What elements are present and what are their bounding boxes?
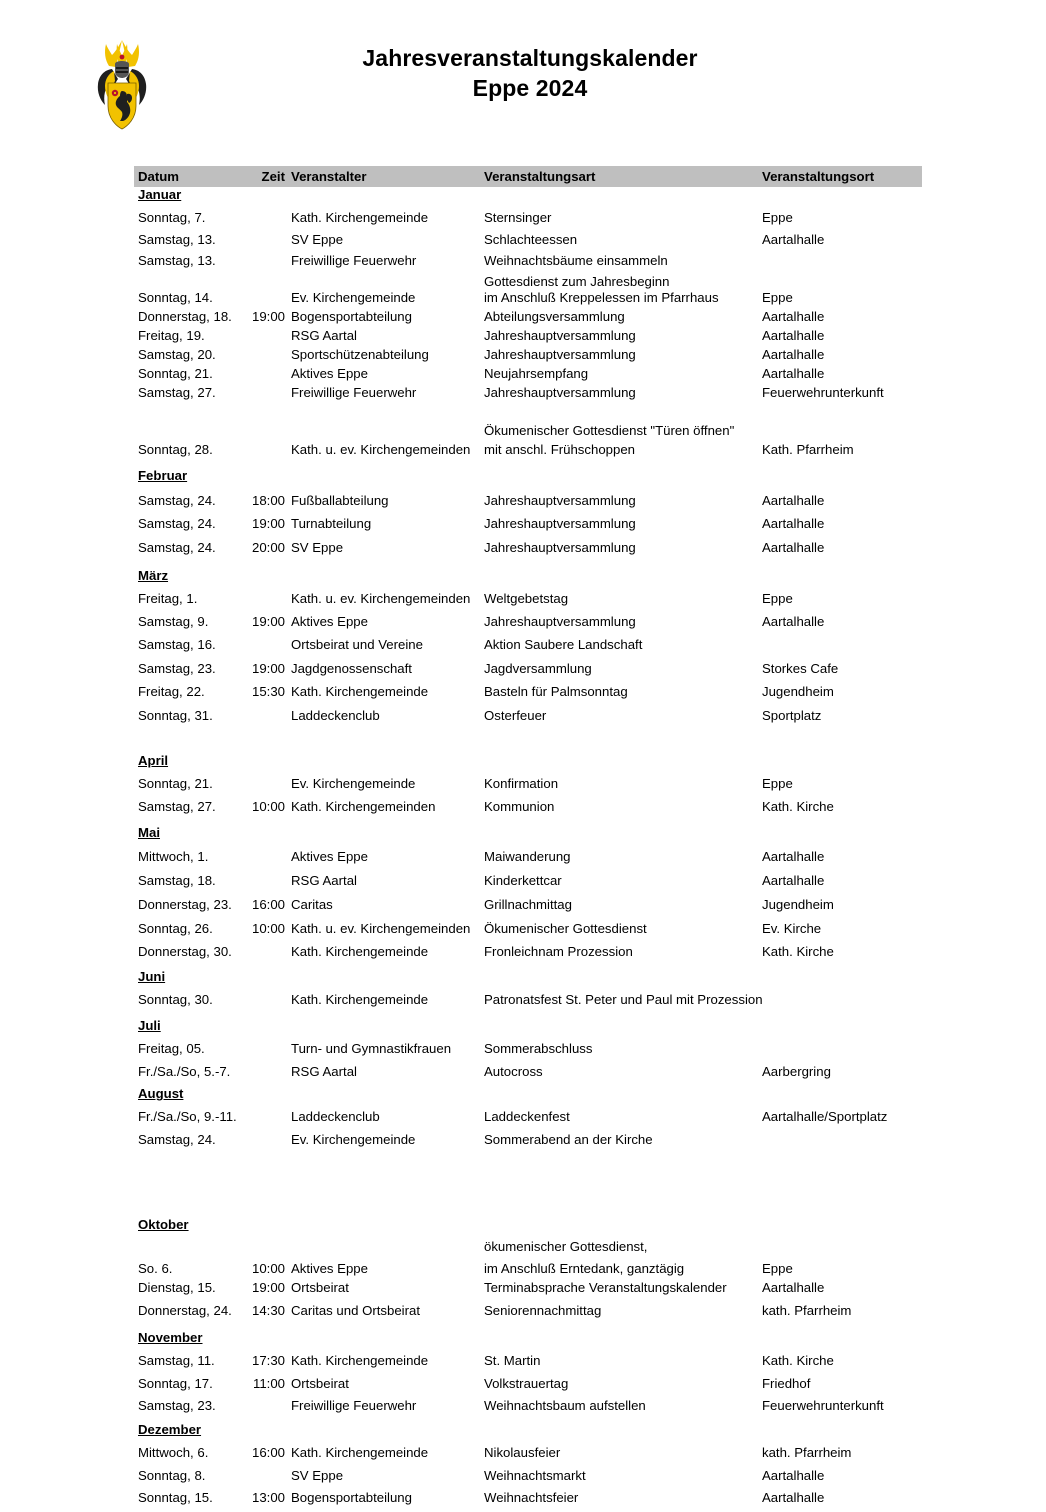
cell-veranstalter: Kath. u. ev. Kirchengemeinden [291, 921, 471, 936]
cell-veranstaltungsort: Aartalhalle [762, 614, 825, 629]
cell-veranstalter: Laddeckenclub [291, 1109, 380, 1124]
cell-veranstaltungsort: Aartalhalle/Sportplatz [762, 1109, 888, 1124]
cell-veranstaltungsart: Fronleichnam Prozession [484, 944, 633, 959]
table-row [134, 1303, 922, 1326]
table-row [134, 210, 922, 232]
cell-veranstaltungsart: Abteilungsversammlung [484, 309, 625, 324]
table-row [134, 921, 922, 944]
cell-veranstaltungsart: Ökumenischer Gottesdienst [484, 921, 647, 936]
cell-veranstaltungsort: Aartalhalle [762, 540, 825, 555]
cell-veranstalter: Caritas und Ortsbeirat [291, 1303, 420, 1318]
cell-zeit: 11:00 [252, 1376, 285, 1391]
table-row [134, 1109, 922, 1132]
month-heading-label: August [138, 1086, 184, 1101]
table-row [134, 442, 922, 462]
cell-veranstalter: Turnabteilung [291, 516, 372, 531]
table-row [134, 684, 922, 708]
cell-datum: Dienstag, 15. [138, 1280, 216, 1295]
cell-veranstaltungsart: Maiwanderung [484, 849, 571, 864]
cell-datum: Sonntag, 8. [138, 1468, 206, 1483]
cell-veranstalter: Kath. Kirchengemeinden [291, 799, 436, 814]
cell-datum: Samstag, 18. [138, 873, 216, 888]
cell-veranstalter: RSG Aartal [291, 873, 357, 888]
cell-veranstaltungsart: Weihnachtsfeier [484, 1490, 579, 1505]
cell-veranstaltungsart: Autocross [484, 1064, 543, 1079]
cell-zeit: 19:00 [251, 1280, 285, 1295]
cell-datum: Sonntag, 21. [138, 776, 213, 791]
cell-datum: Samstag, 24. [138, 540, 216, 555]
column-header-zeit: Zeit [261, 169, 285, 184]
month-heading-label: Oktober [138, 1217, 189, 1232]
cell-veranstalter: Ortsbeirat und Vereine [291, 637, 423, 652]
cell-zeit: 10:00 [251, 799, 285, 814]
cell-veranstaltungsort: Jugendheim [762, 684, 834, 699]
cell-datum: Donnerstag, 30. [138, 944, 232, 959]
title-line-1: Jahresveranstaltungskalender [362, 45, 698, 71]
cell-datum: Fr./Sa./So, 9.-11. [138, 1109, 237, 1124]
table-row [134, 661, 922, 684]
cell-veranstaltungsort: Feuerwehrunterkunft [762, 385, 884, 400]
table-row [134, 591, 922, 614]
cell-datum: Mittwoch, 6. [138, 1445, 209, 1460]
cell-veranstaltungsart: Jahreshauptversammlung [484, 493, 636, 508]
month-heading-label: November [138, 1330, 203, 1345]
month-heading-label: Dezember [138, 1422, 202, 1437]
cell-zeit: 13:00 [251, 1490, 285, 1505]
table-row [134, 1261, 922, 1280]
table-row [134, 849, 922, 873]
cell-veranstaltungsort: Aartalhalle [762, 1468, 825, 1483]
cell-veranstaltungsort: Kath. Pfarrheim [762, 442, 854, 457]
table-row [134, 1132, 922, 1152]
cell-veranstalter: Freiwillige Feuerwehr [291, 253, 417, 268]
cell-veranstaltungsart: Jahreshauptversammlung [484, 540, 636, 555]
table-row [134, 1280, 922, 1303]
cell-veranstaltungsart: Ökumenischer Gottesdienst "Türen öffnen" [484, 423, 735, 438]
cell-veranstaltungsort: kath. Pfarrheim [762, 1303, 852, 1318]
cell-datum: Sonntag, 17. [138, 1376, 213, 1391]
cell-datum: Donnerstag, 23. [138, 897, 232, 912]
cell-datum: Samstag, 13. [138, 232, 216, 247]
cell-veranstaltungsort: Aartalhalle [762, 516, 825, 531]
month-heading-mai [134, 825, 922, 849]
cell-veranstaltungsort: Aartalhalle [762, 1490, 825, 1505]
month-heading-dezember [134, 1422, 922, 1445]
cell-veranstaltungsort: Eppe [762, 776, 793, 791]
cell-zeit: 18:00 [251, 493, 285, 508]
cell-veranstaltungsort: Eppe [762, 1261, 793, 1276]
cell-veranstalter: Laddeckenclub [291, 708, 380, 723]
coat-of-arms-icon [86, 36, 158, 134]
cell-datum: Mittwoch, 1. [138, 849, 209, 864]
cell-veranstaltungsart: im Anschluß Kreppelessen im Pfarrhaus [484, 290, 719, 305]
cell-datum: Sonntag, 30. [138, 992, 213, 1007]
cell-veranstalter: Ev. Kirchengemeinde [291, 776, 416, 791]
cell-zeit: 19:00 [251, 661, 285, 676]
cell-veranstaltungsort: Sportplatz [762, 708, 822, 723]
cell-datum: Samstag, 9. [138, 614, 209, 629]
cell-veranstalter: Aktives Eppe [291, 614, 368, 629]
month-heading-label: Mai [138, 825, 160, 840]
cell-veranstaltungsart: Schlachteessen [484, 232, 578, 247]
cell-veranstaltungsart: Kinderkettcar [484, 873, 562, 888]
month-heading-label: März [138, 568, 169, 583]
cell-veranstalter: Bogensportabteilung [291, 1490, 412, 1505]
cell-veranstaltungsart: Nikolausfeier [484, 1445, 561, 1460]
cell-veranstaltungsart: Aktion Saubere Landschaft [484, 637, 643, 652]
cell-veranstalter: Freiwillige Feuerwehr [291, 1398, 417, 1413]
cell-veranstalter: Kath. Kirchengemeinde [291, 944, 429, 959]
cell-veranstaltungsart: St. Martin [484, 1353, 541, 1368]
table-row [134, 1445, 922, 1468]
cell-veranstaltungsart: Jahreshauptversammlung [484, 347, 636, 362]
table-row [134, 1490, 922, 1512]
cell-veranstaltungsort: Kath. Kirche [762, 799, 834, 814]
cell-veranstaltungsart: Laddeckenfest [484, 1109, 570, 1124]
cell-datum: Samstag, 11. [138, 1353, 215, 1368]
cell-veranstalter: RSG Aartal [291, 328, 357, 343]
table-body [134, 187, 922, 1512]
cell-veranstaltungsort: Aartalhalle [762, 1280, 825, 1295]
cell-veranstaltungsort: Aartalhalle [762, 347, 825, 362]
month-heading-label: Februar [138, 468, 188, 483]
table-row [134, 366, 922, 385]
column-header-datum: Datum [138, 169, 180, 184]
cell-veranstaltungsart: ökumenischer Gottesdienst, [484, 1239, 648, 1254]
cell-datum: Samstag, 23. [138, 661, 216, 676]
cell-veranstaltungsart: Jahreshauptversammlung [484, 614, 636, 629]
cell-veranstaltungsart: Sommerabend an der Kirche [484, 1132, 653, 1147]
table-row [134, 253, 922, 274]
cell-datum: Samstag, 24. [138, 516, 216, 531]
cell-veranstaltungsart: Volkstrauertag [484, 1376, 569, 1391]
cell-zeit: 20:00 [251, 540, 285, 555]
cell-veranstaltungsart: Patronatsfest St. Peter und Paul mit Prozession [484, 992, 763, 1007]
table-header-row [134, 166, 922, 187]
table-row [134, 493, 922, 516]
month-heading-label: Januar [138, 187, 182, 202]
cell-datum: Donnerstag, 24. [138, 1303, 232, 1318]
cell-veranstaltungsart: Grillnachmittag [484, 897, 572, 912]
table-row [134, 423, 922, 442]
table-row [134, 992, 922, 1015]
cell-veranstaltungsart: Basteln für Palmsonntag [484, 684, 628, 699]
cell-datum: Freitag, 19. [138, 328, 205, 343]
cell-veranstaltungsort: Friedhof [762, 1376, 811, 1391]
page-title [230, 43, 830, 103]
month-heading-oktober [134, 1217, 922, 1239]
cell-datum: So. 6. [138, 1261, 173, 1276]
cell-zeit: 17:30 [251, 1353, 285, 1368]
cell-veranstalter: SV Eppe [291, 1468, 344, 1483]
cell-datum: Sonntag, 21. [138, 366, 213, 381]
cell-veranstalter: Fußballabteilung [291, 493, 389, 508]
cell-datum: Samstag, 20. [138, 347, 216, 362]
cell-veranstalter: Sportschützenabteilung [291, 347, 429, 362]
cell-veranstalter: Aktives Eppe [291, 1261, 368, 1276]
cell-veranstaltungsort: Eppe [762, 591, 793, 606]
cell-datum: Samstag, 27. [138, 385, 216, 400]
cell-datum: Sonntag, 28. [138, 442, 213, 457]
cell-veranstaltungsort: Feuerwehrunterkunft [762, 1398, 884, 1413]
cell-veranstaltungsort: kath. Pfarrheim [762, 1445, 852, 1460]
table-row [134, 1239, 922, 1261]
cell-datum: Fr./Sa./So, 5.-7. [138, 1064, 231, 1079]
column-header-veranstalter: Veranstalter [291, 169, 367, 184]
column-header-veranstaltungsart: Veranstaltungsart [484, 169, 596, 184]
cell-veranstaltungsort: Kath. Kirche [762, 1353, 834, 1368]
cell-zeit: 16:00 [251, 1445, 285, 1460]
cell-veranstalter: Kath. Kirchengemeinde [291, 1353, 429, 1368]
cell-veranstaltungsart: Konfirmation [484, 776, 559, 791]
cell-veranstaltungsart: Osterfeuer [484, 708, 547, 723]
table-row [134, 708, 922, 731]
cell-veranstaltungsart: im Anschluß Erntedank, ganztägig [484, 1261, 685, 1276]
cell-veranstalter: SV Eppe [291, 540, 344, 555]
table-row [134, 404, 922, 423]
cell-veranstalter: Ortsbeirat [291, 1376, 349, 1391]
cell-veranstaltungsort: Aartalhalle [762, 849, 825, 864]
cell-veranstaltungsort: Kath. Kirche [762, 944, 834, 959]
cell-veranstalter: Aktives Eppe [291, 849, 368, 864]
cell-zeit: 19:00 [251, 614, 285, 629]
cell-veranstaltungsort: Storkes Cafe [762, 661, 839, 676]
section-spacer [134, 731, 922, 753]
table-row [134, 873, 922, 897]
cell-zeit: 10:00 [251, 921, 285, 936]
cell-datum: Samstag, 23. [138, 1398, 216, 1413]
cell-veranstaltungsort: Eppe [762, 210, 793, 225]
month-heading-juni [134, 969, 922, 992]
cell-veranstalter: Bogensportabteilung [291, 309, 412, 324]
cell-veranstalter: Kath. u. ev. Kirchengemeinden [291, 442, 471, 457]
table-row [134, 1064, 922, 1083]
cell-zeit: 16:00 [251, 897, 285, 912]
table-row [134, 540, 922, 564]
cell-veranstalter: Turn- und Gymnastikfrauen [291, 1041, 452, 1056]
table-row [134, 776, 922, 799]
cell-veranstaltungsart: Terminabsprache Veranstaltungskalender [484, 1280, 727, 1295]
cell-veranstalter: Jagdgenossenschaft [291, 661, 412, 676]
table-row [134, 290, 922, 309]
table-row [134, 516, 922, 540]
cell-veranstaltungsort: Eppe [762, 290, 793, 305]
cell-veranstaltungsart: Sternsinger [484, 210, 552, 225]
cell-veranstaltungsort: Ev. Kirche [762, 921, 822, 936]
cell-veranstaltungsart: Neujahrsempfang [484, 366, 589, 381]
cell-veranstalter: Ev. Kirchengemeinde [291, 290, 416, 305]
cell-veranstaltungsort: Aartalhalle [762, 232, 825, 247]
cell-datum: Freitag, 1. [138, 591, 198, 606]
cell-veranstaltungsart: Jahreshauptversammlung [484, 328, 636, 343]
cell-veranstaltungsart: Weihnachtsmarkt [484, 1468, 586, 1483]
cell-datum: Sonntag, 31. [138, 708, 213, 723]
table-row [134, 1398, 922, 1418]
month-heading-april [134, 753, 922, 776]
table-row [134, 1376, 922, 1398]
cell-zeit: 14:30 [251, 1303, 285, 1318]
cell-zeit: 15:30 [251, 684, 285, 699]
cell-veranstalter: SV Eppe [291, 232, 344, 247]
cell-veranstalter: RSG Aartal [291, 1064, 357, 1079]
table-row [134, 347, 922, 366]
month-heading-januar [134, 187, 922, 210]
table-row [134, 944, 922, 965]
table-row [134, 897, 922, 921]
cell-veranstaltungsort: Aarbergring [762, 1064, 831, 1079]
cell-datum: Freitag, 05. [138, 1041, 205, 1056]
cell-veranstaltungsart: Gottesdienst zum Jahresbeginn [484, 274, 670, 289]
cell-veranstaltungsart: Sommerabschluss [484, 1041, 593, 1056]
table-row [134, 385, 922, 404]
table-row [134, 328, 922, 347]
cell-datum: Donnerstag, 18. [138, 309, 232, 324]
cell-datum: Samstag, 16. [138, 637, 216, 652]
column-header-veranstaltungsort: Veranstaltungsort [762, 169, 875, 184]
cell-datum: Sonntag, 15. [138, 1490, 213, 1505]
section-spacer [134, 1152, 922, 1217]
event-calendar-table [134, 166, 922, 1512]
table-row [134, 799, 922, 822]
cell-veranstalter: Freiwillige Feuerwehr [291, 385, 417, 400]
cell-veranstaltungsart: Kommunion [484, 799, 555, 814]
cell-datum: Samstag, 27. [138, 799, 216, 814]
cell-veranstaltungsort: Aartalhalle [762, 493, 825, 508]
cell-veranstaltungsart: Jahreshauptversammlung [484, 516, 636, 531]
cell-veranstalter: Kath. Kirchengemeinde [291, 992, 429, 1007]
cell-veranstaltungsart: Weihnachtsbäume einsammeln [484, 253, 668, 268]
cell-datum: Sonntag, 26. [138, 921, 213, 936]
cell-datum: Freitag, 22. [138, 684, 205, 699]
table-row [134, 274, 922, 290]
cell-veranstaltungsart: Jagdversammlung [484, 661, 592, 676]
cell-veranstalter: Ortsbeirat [291, 1280, 349, 1295]
month-heading-märz [134, 568, 922, 591]
month-heading-label: Juli [138, 1018, 161, 1033]
month-heading-november [134, 1330, 922, 1353]
cell-veranstalter: Kath. Kirchengemeinde [291, 1445, 429, 1460]
cell-datum: Samstag, 13. [138, 253, 216, 268]
cell-veranstaltungsort: Aartalhalle [762, 366, 825, 381]
table-row [134, 232, 922, 253]
cell-veranstaltungsart: Seniorennachmittag [484, 1303, 602, 1318]
cell-veranstalter: Kath. Kirchengemeinde [291, 684, 429, 699]
table-row [134, 1468, 922, 1490]
month-heading-juli [134, 1018, 922, 1041]
cell-datum: Samstag, 24. [138, 493, 216, 508]
table-row [134, 637, 922, 661]
page-header [0, 0, 1046, 150]
cell-veranstaltungsort: Aartalhalle [762, 873, 825, 888]
table-row [134, 1041, 922, 1064]
month-heading-label: Juni [138, 969, 166, 984]
cell-veranstaltungsort: Aartalhalle [762, 309, 825, 324]
month-heading-august [134, 1086, 922, 1109]
cell-veranstalter: Kath. Kirchengemeinde [291, 210, 429, 225]
cell-datum: Sonntag, 7. [138, 210, 206, 225]
cell-veranstalter: Caritas [291, 897, 333, 912]
cell-veranstalter: Kath. u. ev. Kirchengemeinden [291, 591, 471, 606]
title-line-2: Eppe 2024 [472, 75, 588, 101]
cell-veranstaltungsart: Weltgebetstag [484, 591, 569, 606]
month-heading-label: April [138, 753, 169, 768]
cell-zeit: 19:00 [251, 309, 285, 324]
cell-datum: Samstag, 24. [138, 1132, 216, 1147]
cell-veranstalter: Ev. Kirchengemeinde [291, 1132, 416, 1147]
cell-zeit: 10:00 [251, 1261, 285, 1276]
cell-veranstaltungsart: Jahreshauptversammlung [484, 385, 636, 400]
table-row [134, 1353, 922, 1376]
cell-veranstaltungsort: Aartalhalle [762, 328, 825, 343]
cell-veranstaltungsort: Jugendheim [762, 897, 834, 912]
month-heading-februar [134, 468, 922, 493]
cell-zeit: 19:00 [251, 516, 285, 531]
cell-veranstaltungsart: mit anschl. Frühschoppen [484, 442, 635, 457]
table-row [134, 614, 922, 637]
cell-veranstalter: Aktives Eppe [291, 366, 368, 381]
table-row [134, 309, 922, 328]
cell-veranstaltungsart: Weihnachtsbaum aufstellen [484, 1398, 646, 1413]
cell-datum: Sonntag, 14. [138, 290, 213, 305]
